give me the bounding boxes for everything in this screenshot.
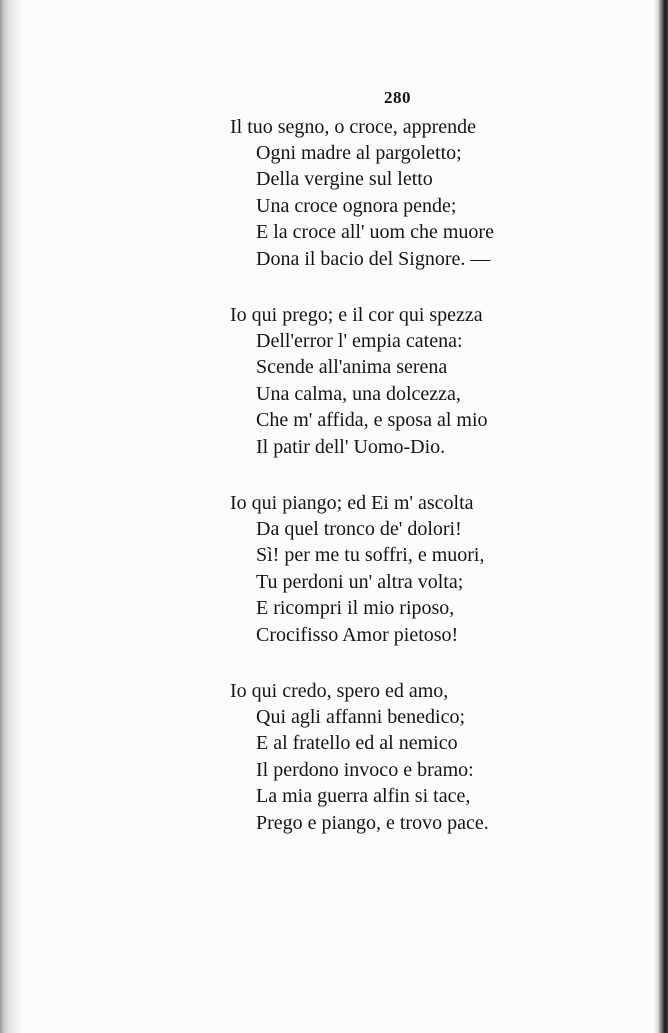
stanza-4-line-4: Il perdono invoco e bramo: xyxy=(256,759,474,781)
stanza-3-line-2: Da quel tronco de' dolori! xyxy=(256,518,462,540)
stanza-3-line-4: Tu perdoni un' altra volta; xyxy=(256,571,464,593)
stanza-2-line-6: Il patir dell' Uomo-Dio. xyxy=(256,436,446,458)
stanza-1-line-4: Una croce ognora pende; xyxy=(256,195,457,217)
stanza-2-line-2: Dell'error l' empia catena: xyxy=(256,330,463,352)
page-edge-border xyxy=(654,0,668,1033)
stanza-4-line-5: La mia guerra alfin si tace, xyxy=(256,785,471,807)
stanza-1-line-3: Della vergine sul letto xyxy=(256,168,433,190)
stanza-1-line-2: Ogni madre al pargoletto; xyxy=(256,142,462,164)
stanza-4-line-1: Io qui credo, spero ed amo, xyxy=(230,680,449,702)
binding-shadow xyxy=(0,0,26,1033)
stanza-3-line-6: Crocifisso Amor pietoso! xyxy=(256,624,459,646)
stanza-1-line-6: Dona il bacio del Signore. — xyxy=(256,248,491,270)
stanza-2-line-3: Scende all'anima serena xyxy=(256,356,448,378)
stanza-2-line-5: Che m' affida, e sposa al mio xyxy=(256,409,488,431)
stanza-4-line-2: Qui agli affanni benedico; xyxy=(256,706,466,728)
page-number: 280 xyxy=(384,88,411,107)
stanza-3-line-5: E ricompri il mio riposo, xyxy=(256,597,455,619)
stanza-3-line-3: Sì! per me tu soffri, e muori, xyxy=(256,544,485,566)
stanza-2-line-4: Una calma, una dolcezza, xyxy=(256,383,461,405)
stanza-2-line-1: Io qui prego; e il cor qui spezza xyxy=(230,304,483,326)
stanza-1-line-1: Il tuo segno, o croce, apprende xyxy=(230,116,477,138)
stanza-3-line-1: Io qui piango; ed Ei m' ascolta xyxy=(230,492,474,514)
stanza-4-line-6: Prego e piango, e trovo pace. xyxy=(256,812,489,834)
stanza-4-line-3: E al fratello ed al nemico xyxy=(256,732,458,754)
stanza-1-line-5: E la croce all' uom che muore xyxy=(256,221,494,243)
